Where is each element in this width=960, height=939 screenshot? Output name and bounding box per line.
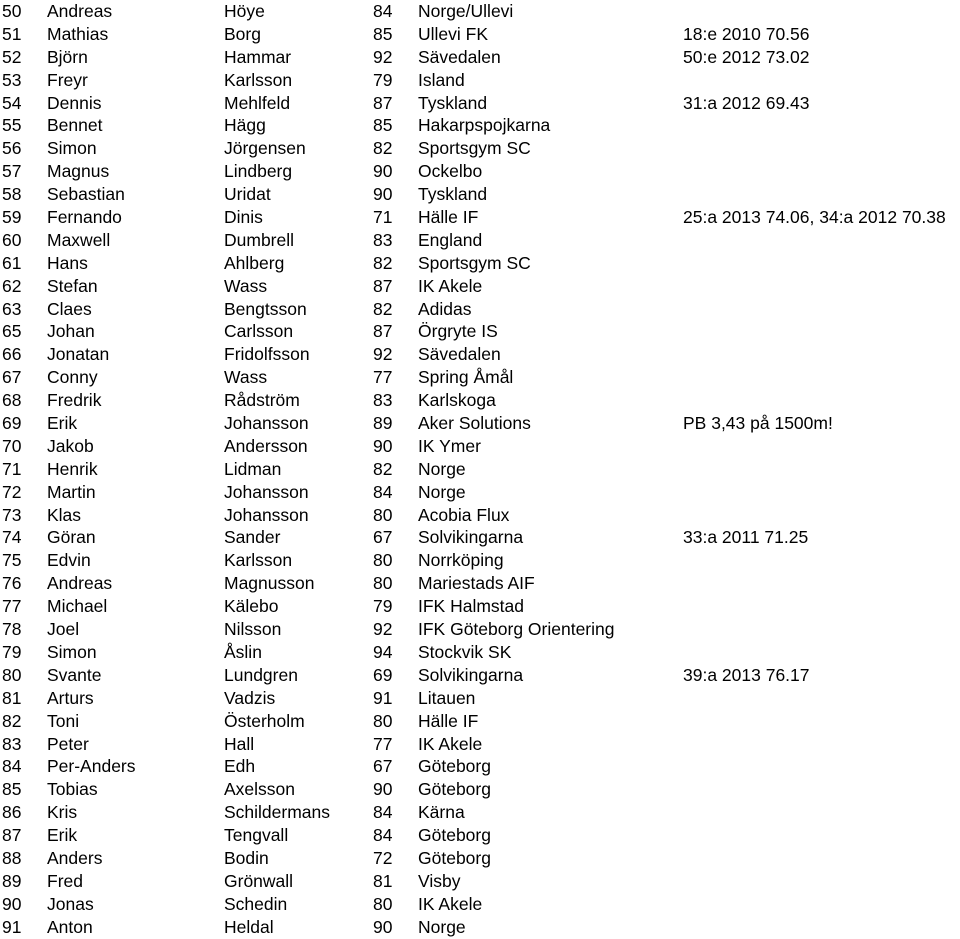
club-cell: Sävedalen <box>418 46 501 67</box>
club-cell: Tyskland <box>418 92 488 113</box>
birth-year-cell: 83 <box>373 229 393 250</box>
birth-year-cell: 82 <box>373 252 393 273</box>
result-row <box>0 298 960 321</box>
result-row <box>0 824 960 847</box>
place-cell: 83 <box>2 733 22 754</box>
place-cell: 73 <box>2 504 22 525</box>
first-name-cell: Per-Anders <box>47 756 136 777</box>
result-row <box>0 778 960 801</box>
birth-year-cell: 85 <box>373 115 393 136</box>
club-cell: Aker Solutions <box>418 413 531 434</box>
birth-year-cell: 83 <box>373 390 393 411</box>
birth-year-cell: 90 <box>373 779 393 800</box>
result-row <box>0 572 960 595</box>
last-name-cell: Nilsson <box>224 619 282 640</box>
result-row <box>0 481 960 504</box>
note-cell: 39:a 2013 76.17 <box>683 664 810 685</box>
last-name-cell: Dinis <box>224 207 263 228</box>
last-name-cell: Johansson <box>224 481 309 502</box>
first-name-cell: Anders <box>47 847 103 868</box>
club-cell: Ockelbo <box>418 161 483 182</box>
result-row <box>0 0 960 23</box>
birth-year-cell: 84 <box>373 1 393 21</box>
last-name-cell: Österholm <box>224 710 305 731</box>
birth-year-cell: 77 <box>373 367 393 388</box>
result-row <box>0 229 960 252</box>
result-row <box>0 343 960 366</box>
note-cell: 33:a 2011 71.25 <box>683 527 809 548</box>
club-cell: IK Akele <box>418 893 483 914</box>
last-name-cell: Hall <box>224 733 255 754</box>
result-row <box>0 275 960 298</box>
first-name-cell: Conny <box>47 367 98 388</box>
last-name-cell: Rådström <box>224 390 300 411</box>
first-name-cell: Fred <box>47 870 83 891</box>
first-name-cell: Simon <box>47 641 97 662</box>
result-row <box>0 710 960 733</box>
birth-year-cell: 69 <box>373 664 393 685</box>
result-row <box>0 183 960 206</box>
first-name-cell: Klas <box>47 504 82 525</box>
club-cell: IK Ymer <box>418 435 481 456</box>
last-name-cell: Åslin <box>224 641 262 662</box>
result-row <box>0 801 960 824</box>
place-cell: 51 <box>2 23 22 44</box>
place-cell: 62 <box>2 275 22 296</box>
note-cell: PB 3,43 på 1500m! <box>683 413 833 434</box>
birth-year-cell: 80 <box>373 504 393 525</box>
club-cell: Örgryte IS <box>418 321 498 342</box>
last-name-cell: Edh <box>224 756 256 777</box>
last-name-cell: Ahlberg <box>224 252 285 273</box>
club-cell: IK Akele <box>418 275 483 296</box>
result-row <box>0 252 960 275</box>
birth-year-cell: 72 <box>373 847 393 868</box>
result-row <box>0 137 960 160</box>
first-name-cell: Erik <box>47 413 78 434</box>
note-cell: 50:e 2012 73.02 <box>683 46 810 67</box>
first-name-cell: Andreas <box>47 1 113 21</box>
place-cell: 77 <box>2 596 22 617</box>
result-row <box>0 526 960 549</box>
birth-year-cell: 90 <box>373 916 393 937</box>
place-cell: 70 <box>2 435 22 456</box>
birth-year-cell: 81 <box>373 870 393 891</box>
last-name-cell: Johansson <box>224 504 309 525</box>
result-row <box>0 435 960 458</box>
first-name-cell: Andreas <box>47 573 113 594</box>
club-cell: Visby <box>418 870 461 891</box>
place-cell: 63 <box>2 298 22 319</box>
first-name-cell: Bennet <box>47 115 103 136</box>
club-cell: England <box>418 229 483 250</box>
last-name-cell: Wass <box>224 275 268 296</box>
result-row <box>0 916 960 939</box>
last-name-cell: Dumbrell <box>224 229 295 250</box>
last-name-cell: Wass <box>224 367 268 388</box>
birth-year-cell: 84 <box>373 802 393 823</box>
result-row <box>0 641 960 664</box>
club-cell: Göteborg <box>418 779 491 800</box>
first-name-cell: Erik <box>47 825 78 846</box>
club-cell: Solvikingarna <box>418 527 524 548</box>
club-cell: Acobia Flux <box>418 504 510 525</box>
last-name-cell: Uridat <box>224 184 271 205</box>
last-name-cell: Mehlfeld <box>224 92 291 113</box>
result-row <box>0 618 960 641</box>
birth-year-cell: 85 <box>373 23 393 44</box>
birth-year-cell: 91 <box>373 687 393 708</box>
place-cell: 71 <box>2 458 22 479</box>
first-name-cell: Peter <box>47 733 89 754</box>
place-cell: 59 <box>2 207 22 228</box>
last-name-cell: Schildermans <box>224 802 331 823</box>
place-cell: 55 <box>2 115 22 136</box>
place-cell: 75 <box>2 550 22 571</box>
birth-year-cell: 80 <box>373 710 393 731</box>
birth-year-cell: 71 <box>373 207 393 228</box>
first-name-cell: Freyr <box>47 69 88 90</box>
result-row <box>0 160 960 183</box>
result-row <box>0 755 960 778</box>
birth-year-cell: 92 <box>373 619 393 640</box>
last-name-cell: Axelsson <box>224 779 296 800</box>
first-name-cell: Fredrik <box>47 390 102 411</box>
place-cell: 91 <box>2 916 22 937</box>
result-row <box>0 687 960 710</box>
first-name-cell: Edvin <box>47 550 91 571</box>
club-cell: Göteborg <box>418 847 491 868</box>
last-name-cell: Carlsson <box>224 321 294 342</box>
first-name-cell: Mathias <box>47 23 109 44</box>
note-cell: 18:e 2010 70.56 <box>683 23 810 44</box>
result-row <box>0 320 960 343</box>
first-name-cell: Joel <box>47 619 80 640</box>
note-cell: 25:a 2013 74.06, 34:a 2012 70.38 <box>683 207 946 228</box>
birth-year-cell: 84 <box>373 825 393 846</box>
last-name-cell: Tengvall <box>224 825 289 846</box>
place-cell: 57 <box>2 161 22 182</box>
club-cell: Adidas <box>418 298 472 319</box>
club-cell: Norge <box>418 916 466 937</box>
last-name-cell: Andersson <box>224 435 308 456</box>
birth-year-cell: 87 <box>373 275 393 296</box>
result-row <box>0 23 960 46</box>
birth-year-cell: 92 <box>373 344 393 365</box>
place-cell: 60 <box>2 229 22 250</box>
result-row <box>0 46 960 69</box>
result-row <box>0 206 960 229</box>
first-name-cell: Tobias <box>47 779 98 800</box>
birth-year-cell: 82 <box>373 138 393 159</box>
first-name-cell: Jakob <box>47 435 94 456</box>
last-name-cell: Johansson <box>224 413 309 434</box>
birth-year-cell: 80 <box>373 550 393 571</box>
club-cell: Ullevi FK <box>418 23 489 44</box>
result-row <box>0 412 960 435</box>
birth-year-cell: 79 <box>373 596 393 617</box>
first-name-cell: Kris <box>47 802 78 823</box>
club-cell: Sportsgym SC <box>418 138 531 159</box>
club-cell: Tyskland <box>418 184 488 205</box>
club-cell: Spring Åmål <box>418 367 514 388</box>
birth-year-cell: 89 <box>373 413 393 434</box>
last-name-cell: Magnusson <box>224 573 315 594</box>
last-name-cell: Kälebo <box>224 596 279 617</box>
first-name-cell: Svante <box>47 664 102 685</box>
first-name-cell: Jonatan <box>47 344 110 365</box>
last-name-cell: Lidman <box>224 458 282 479</box>
result-row <box>0 664 960 687</box>
birth-year-cell: 79 <box>373 69 393 90</box>
place-cell: 50 <box>2 1 22 21</box>
last-name-cell: Lindberg <box>224 161 293 182</box>
first-name-cell: Hans <box>47 252 88 273</box>
place-cell: 52 <box>2 46 22 67</box>
club-cell: Mariestads AIF <box>418 573 535 594</box>
first-name-cell: Michael <box>47 596 108 617</box>
first-name-cell: Claes <box>47 298 92 319</box>
birth-year-cell: 80 <box>373 893 393 914</box>
last-name-cell: Fridolfsson <box>224 344 310 365</box>
place-cell: 84 <box>2 756 22 777</box>
last-name-cell: Vadzis <box>224 687 276 708</box>
birth-year-cell: 67 <box>373 756 393 777</box>
birth-year-cell: 94 <box>373 641 393 662</box>
place-cell: 66 <box>2 344 22 365</box>
club-cell: Sportsgym SC <box>418 252 531 273</box>
last-name-cell: Jörgensen <box>224 138 306 159</box>
first-name-cell: Johan <box>47 321 95 342</box>
club-cell: Hakarpspojkarna <box>418 115 551 136</box>
birth-year-cell: 67 <box>373 527 393 548</box>
birth-year-cell: 87 <box>373 92 393 113</box>
last-name-cell: Lundgren <box>224 664 298 685</box>
first-name-cell: Toni <box>47 710 80 731</box>
result-row <box>0 733 960 756</box>
club-cell: Hälle IF <box>418 710 479 731</box>
first-name-cell: Dennis <box>47 92 102 113</box>
place-cell: 81 <box>2 687 22 708</box>
first-name-cell: Sebastian <box>47 184 125 205</box>
place-cell: 58 <box>2 184 22 205</box>
result-row <box>0 549 960 572</box>
place-cell: 61 <box>2 252 22 273</box>
club-cell: Island <box>418 69 465 90</box>
club-cell: Solvikingarna <box>418 664 524 685</box>
club-cell: Norge <box>418 481 466 502</box>
last-name-cell: Bengtsson <box>224 298 307 319</box>
club-cell: Litauen <box>418 687 476 708</box>
place-cell: 90 <box>2 893 22 914</box>
place-cell: 68 <box>2 390 22 411</box>
club-cell: Göteborg <box>418 825 491 846</box>
last-name-cell: Bodin <box>224 847 269 868</box>
club-cell: IFK Göteborg Orientering <box>418 619 615 640</box>
place-cell: 67 <box>2 367 22 388</box>
last-name-cell: Borg <box>224 23 261 44</box>
result-row <box>0 389 960 412</box>
place-cell: 54 <box>2 92 22 113</box>
club-cell: Karlskoga <box>418 390 496 411</box>
place-cell: 56 <box>2 138 22 159</box>
first-name-cell: Fernando <box>47 207 122 228</box>
first-name-cell: Arturs <box>47 687 94 708</box>
result-row <box>0 366 960 389</box>
first-name-cell: Björn <box>47 46 88 67</box>
club-cell: Norge/Ullevi <box>418 1 514 21</box>
place-cell: 89 <box>2 870 22 891</box>
place-cell: 86 <box>2 802 22 823</box>
birth-year-cell: 90 <box>373 184 393 205</box>
place-cell: 53 <box>2 69 22 90</box>
club-cell: IFK Halmstad <box>418 596 524 617</box>
place-cell: 82 <box>2 710 22 731</box>
first-name-cell: Maxwell <box>47 229 111 250</box>
birth-year-cell: 84 <box>373 481 393 502</box>
birth-year-cell: 92 <box>373 46 393 67</box>
first-name-cell: Göran <box>47 527 96 548</box>
result-row <box>0 458 960 481</box>
first-name-cell: Simon <box>47 138 97 159</box>
first-name-cell: Martin <box>47 481 96 502</box>
last-name-cell: Höye <box>224 1 265 21</box>
place-cell: 78 <box>2 619 22 640</box>
place-cell: 69 <box>2 413 22 434</box>
result-row <box>0 893 960 916</box>
place-cell: 87 <box>2 825 22 846</box>
note-cell: 31:a 2012 69.43 <box>683 92 810 113</box>
club-cell: Hälle IF <box>418 207 479 228</box>
club-cell: Göteborg <box>418 756 491 777</box>
birth-year-cell: 82 <box>373 458 393 479</box>
place-cell: 76 <box>2 573 22 594</box>
place-cell: 80 <box>2 664 22 685</box>
result-row <box>0 595 960 618</box>
birth-year-cell: 82 <box>373 298 393 319</box>
result-row <box>0 870 960 893</box>
birth-year-cell: 90 <box>373 161 393 182</box>
last-name-cell: Hammar <box>224 46 292 67</box>
birth-year-cell: 87 <box>373 321 393 342</box>
result-row <box>0 114 960 137</box>
place-cell: 85 <box>2 779 22 800</box>
club-cell: Norrköping <box>418 550 504 571</box>
first-name-cell: Stefan <box>47 275 98 296</box>
last-name-cell: Sander <box>224 527 281 548</box>
club-cell: Norge <box>418 458 466 479</box>
birth-year-cell: 80 <box>373 573 393 594</box>
last-name-cell: Karlsson <box>224 550 293 571</box>
first-name-cell: Jonas <box>47 893 94 914</box>
place-cell: 88 <box>2 847 22 868</box>
first-name-cell: Henrik <box>47 458 98 479</box>
last-name-cell: Hägg <box>224 115 266 136</box>
last-name-cell: Karlsson <box>224 69 293 90</box>
birth-year-cell: 90 <box>373 435 393 456</box>
result-row <box>0 504 960 527</box>
result-row <box>0 69 960 92</box>
club-cell: Stockvik SK <box>418 641 512 662</box>
first-name-cell: Magnus <box>47 161 110 182</box>
last-name-cell: Schedin <box>224 893 288 914</box>
result-row <box>0 92 960 115</box>
club-cell: IK Akele <box>418 733 483 754</box>
birth-year-cell: 77 <box>373 733 393 754</box>
place-cell: 74 <box>2 527 22 548</box>
place-cell: 65 <box>2 321 22 342</box>
first-name-cell: Anton <box>47 916 93 937</box>
club-cell: Sävedalen <box>418 344 501 365</box>
place-cell: 72 <box>2 481 22 502</box>
last-name-cell: Grönwall <box>224 870 294 891</box>
result-row <box>0 847 960 870</box>
last-name-cell: Heldal <box>224 916 274 937</box>
place-cell: 79 <box>2 641 22 662</box>
club-cell: Kärna <box>418 802 465 823</box>
